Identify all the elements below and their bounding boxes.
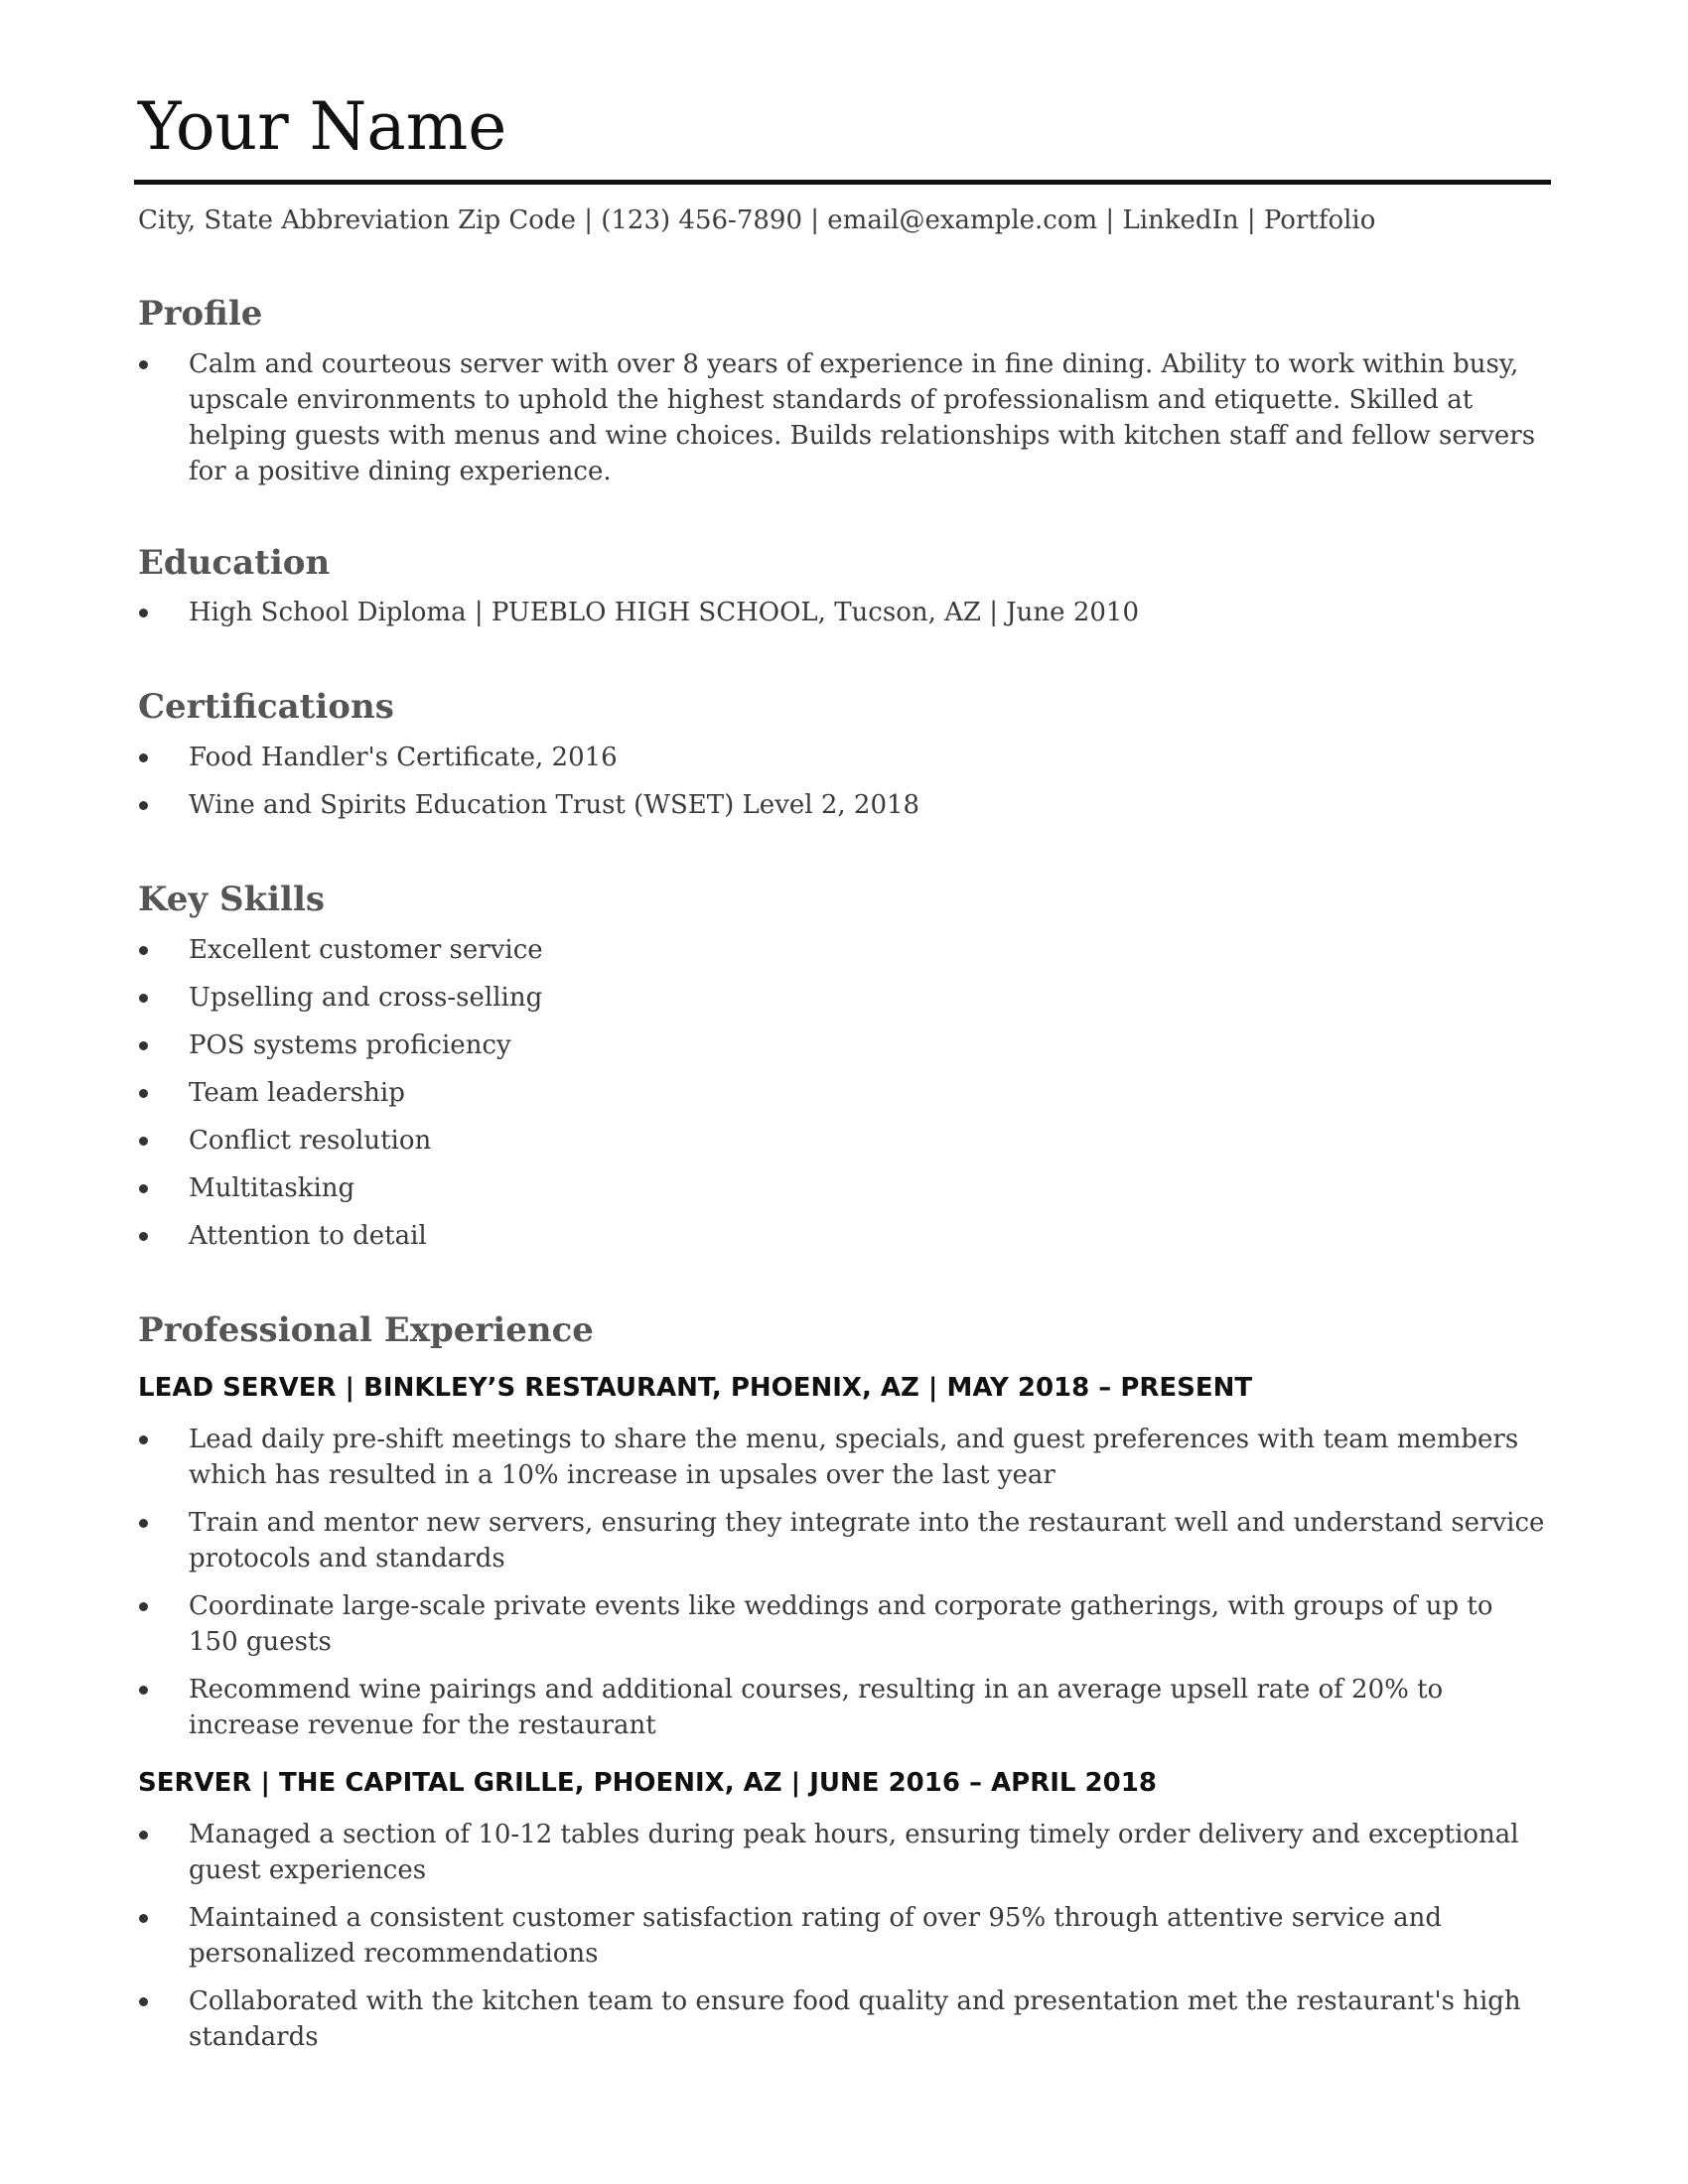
education-heading: Education: [138, 543, 331, 583]
profile-list: [138, 346, 1548, 489]
skill-item: Excellent customer service: [138, 932, 1548, 968]
job-bullet: Coordinate large-scale private events like weddings and corporate gatherings, with groups of up to 150 guests: [138, 1588, 1548, 1660]
skill-item: Multitasking: [138, 1170, 1548, 1206]
certification-item: Wine and Spirits Education Trust (WSET) Level 2, 2018: [138, 787, 1548, 823]
job-heading: LEAD SERVER | BINKLEY’S RESTAURANT, PHOENIX, AZ | MAY 2018 – PRESENT: [138, 1373, 1253, 1403]
job-bullet: Maintained a consistent customer satisfaction rating of over 95% through attentive service and personalized recommendations: [138, 1900, 1548, 1972]
job-bullet: Train and mentor new servers, ensuring they integrate into the restaurant well and understand service protocols and standards: [138, 1505, 1548, 1576]
job-bullet: Collaborated with the kitchen team to ensure food quality and presentation met the restaurant's high standards: [138, 1983, 1548, 2055]
experience-heading: Professional Experience: [138, 1310, 594, 1350]
job-bullet: Recommend wine pairings and additional courses, resulting in an average upsell rate of 20% to increase revenue for the restaurant: [138, 1672, 1548, 1743]
certifications-heading: Certifications: [138, 687, 394, 727]
skills-list: [138, 932, 1548, 1254]
skill-item: Upselling and cross-selling: [138, 980, 1548, 1016]
skill-item: Conflict resolution: [138, 1123, 1548, 1159]
profile-item: Calm and courteous server with over 8 years of experience in fine dining. Ability to work within busy, upscale environments to uphold the highest standards of professionalism and etiquette. Skilled at helping guests with menus and wine choices. Builds relationships with kitchen staff and fellow servers for a positive dining experience.: [138, 346, 1548, 489]
candidate-name: Your Name: [138, 88, 507, 165]
education-list: [138, 595, 1548, 630]
contact-line: City, State Abbreviation Zip Code | (123) 456-7890 | email@example.com | LinkedIn | Portfolio: [138, 205, 1376, 235]
skill-item: POS systems proficiency: [138, 1027, 1548, 1063]
skill-item: Team leadership: [138, 1075, 1548, 1111]
certifications-list: [138, 740, 1548, 823]
skills-heading: Key Skills: [138, 880, 326, 919]
job-bullet: Managed a section of 10-12 tables during peak hours, ensuring timely order delivery and exceptional guest experiences: [138, 1817, 1548, 1888]
education-item: High School Diploma | PUEBLO HIGH SCHOOL, Tucson, AZ | June 2010: [138, 595, 1548, 630]
job-bullet: Lead daily pre-shift meetings to share the menu, specials, and guest preferences with team members which has resulted in a 10% increase in upsales over the last year: [138, 1422, 1548, 1493]
header-divider: [134, 180, 1551, 185]
job-bullets: [138, 1817, 1548, 2055]
profile-heading: Profile: [138, 294, 263, 334]
job-heading: SERVER | THE CAPITAL GRILLE, PHOENIX, AZ | JUNE 2016 – APRIL 2018: [138, 1768, 1157, 1798]
certification-item: Food Handler's Certificate, 2016: [138, 740, 1548, 775]
skill-item: Attention to detail: [138, 1218, 1548, 1254]
job-bullets: [138, 1422, 1548, 1743]
